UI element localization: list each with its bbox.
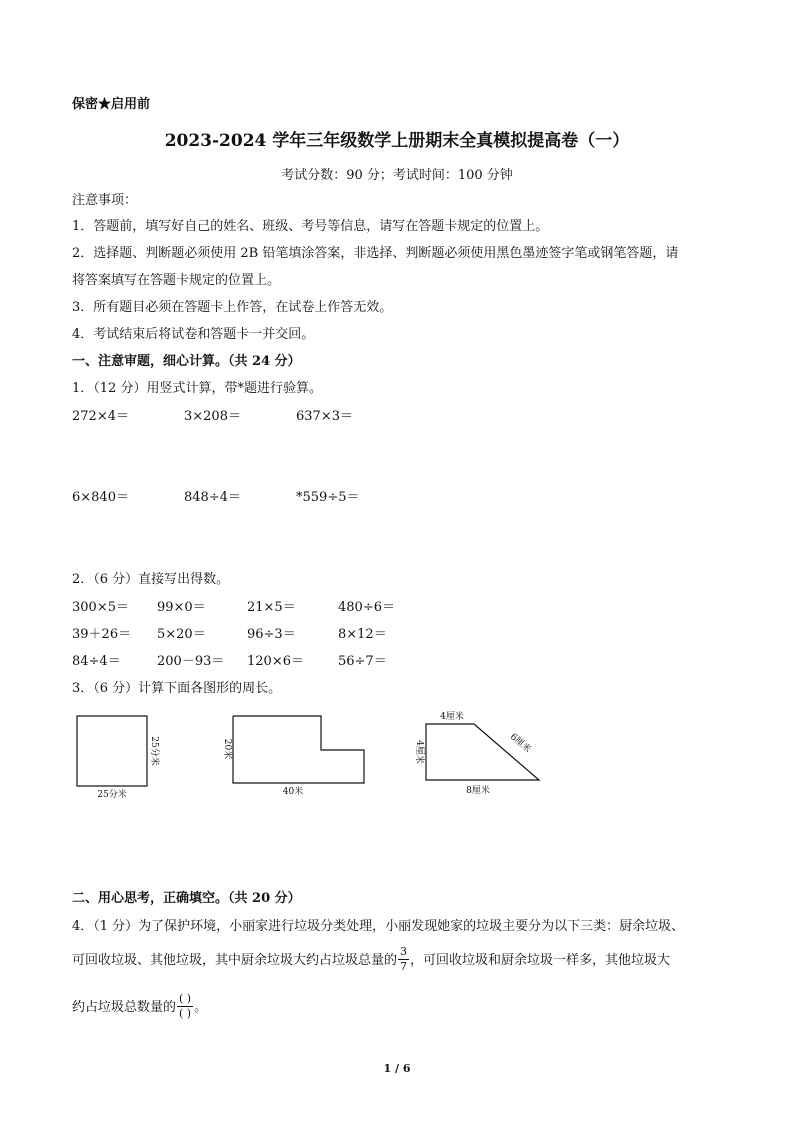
note-item-4: 4．考试结束后将试卷和答题卡一并交回。 — [72, 327, 315, 342]
q4-line-2-text-a: 可回收垃圾、其他垃圾，其中厨余垃圾大约占垃圾总量的 — [72, 953, 398, 968]
page-title: 2023-2024 学年三年级数学上册期末全真模拟提高卷（一） — [164, 131, 630, 151]
q2-problem: 99×0＝ — [157, 600, 206, 615]
notes-heading: 注意事项： — [72, 193, 138, 208]
q4-line-3 — [72, 991, 208, 1021]
trapezoid-top-label: 4厘米 — [440, 712, 464, 722]
q1-prompt: 1．（12 分）用竖式计算，带*题进行验算。 — [72, 381, 322, 396]
confidential-label: 保密★启用前 — [72, 97, 151, 112]
answer-blank-fraction — [177, 993, 193, 1020]
note-item-1: 1．答题前，填写好自己的姓名、班级、考号等信息，请写在答题卡规定的位置上。 — [72, 219, 549, 234]
square-side-label: 25分米 — [149, 736, 159, 766]
q2-problem: 39＋26＝ — [72, 627, 132, 642]
square-figure — [77, 716, 147, 786]
q4-line-2-text-b: ，可回收垃圾和厨余垃圾一样多，其他垃圾大 — [410, 953, 671, 968]
q1-problem: 272×4＝ — [72, 409, 129, 424]
q2-problem: 5×20＝ — [157, 627, 206, 642]
q4-line-1: 4．（1 分）为了保护环境，小丽家进行垃圾分类处理，小丽发现她家的垃圾主要分为以下三类：厨余垃圾、 — [72, 919, 685, 934]
q4-line-3-text-b: 。 — [194, 1000, 208, 1015]
q1-problem: 6×840＝ — [72, 490, 129, 505]
q2-problem: 84÷4＝ — [72, 654, 121, 669]
q2-problem: 480÷6＝ — [338, 600, 395, 615]
q3-figures — [60, 705, 560, 800]
trapezoid-figure — [426, 724, 539, 780]
q2-problem: 8×12＝ — [338, 627, 387, 642]
fraction-denominator: 7 — [400, 959, 408, 973]
q4-line-3-text-a: 约占垃圾总数量的 — [72, 1000, 177, 1015]
note-item-2: 2．选择题、判断题必须使用 2B 铅笔填涂答案，非选择、判断题必须使用黑色墨迹签字笔或钢笔答题，请 — [72, 246, 679, 261]
l-shape-figure — [233, 716, 364, 783]
q2-problem: 56÷7＝ — [338, 654, 387, 669]
l-shape-bottom-label: 40米 — [282, 787, 304, 797]
trapezoid-bottom-label: 8厘米 — [466, 786, 490, 796]
section2-heading: 二、用心思考，正确填空。（共 20 分） — [72, 891, 301, 906]
q2-problem: 200－93＝ — [157, 654, 225, 669]
q2-prompt: 2．（6 分）直接写出得数。 — [72, 572, 230, 587]
fraction-numerator: 3 — [400, 944, 408, 958]
exam-info: 考试分数：90 分；考试时间：100 分钟 — [281, 168, 513, 183]
q1-problem: 3×208＝ — [184, 409, 241, 424]
blank-denominator: ( ) — [179, 1006, 192, 1020]
q1-problem: *559÷5＝ — [296, 490, 360, 505]
page-number: 1 / 6 — [383, 1062, 411, 1075]
trapezoid-slant-label: 6厘米 — [507, 732, 533, 755]
q2-problem: 300×5＝ — [72, 600, 129, 615]
q2-problem: 21×5＝ — [247, 600, 296, 615]
q1-problem: 848÷4＝ — [184, 490, 241, 505]
q2-problem: 120×6＝ — [247, 654, 304, 669]
q2-problem: 96÷3＝ — [247, 627, 296, 642]
q4-line-2 — [72, 944, 671, 974]
section1-heading: 一、注意审题，细心计算。（共 24 分） — [72, 354, 301, 369]
note-item-2-cont: 将答案填写在答题卡规定的位置上。 — [72, 273, 281, 288]
fraction-three-sevenths — [398, 946, 409, 973]
trapezoid-left-label: 4厘米 — [414, 740, 424, 764]
square-bottom-label: 25分米 — [97, 790, 127, 800]
blank-numerator: ( ) — [179, 991, 192, 1005]
l-shape-height-label: 20米 — [222, 738, 232, 760]
note-item-3: 3．所有题目必须在答题卡上作答，在试卷上作答无效。 — [72, 300, 393, 315]
q3-prompt: 3．（6 分）计算下面各图形的周长。 — [72, 681, 282, 696]
q1-problem: 637×3＝ — [296, 409, 353, 424]
